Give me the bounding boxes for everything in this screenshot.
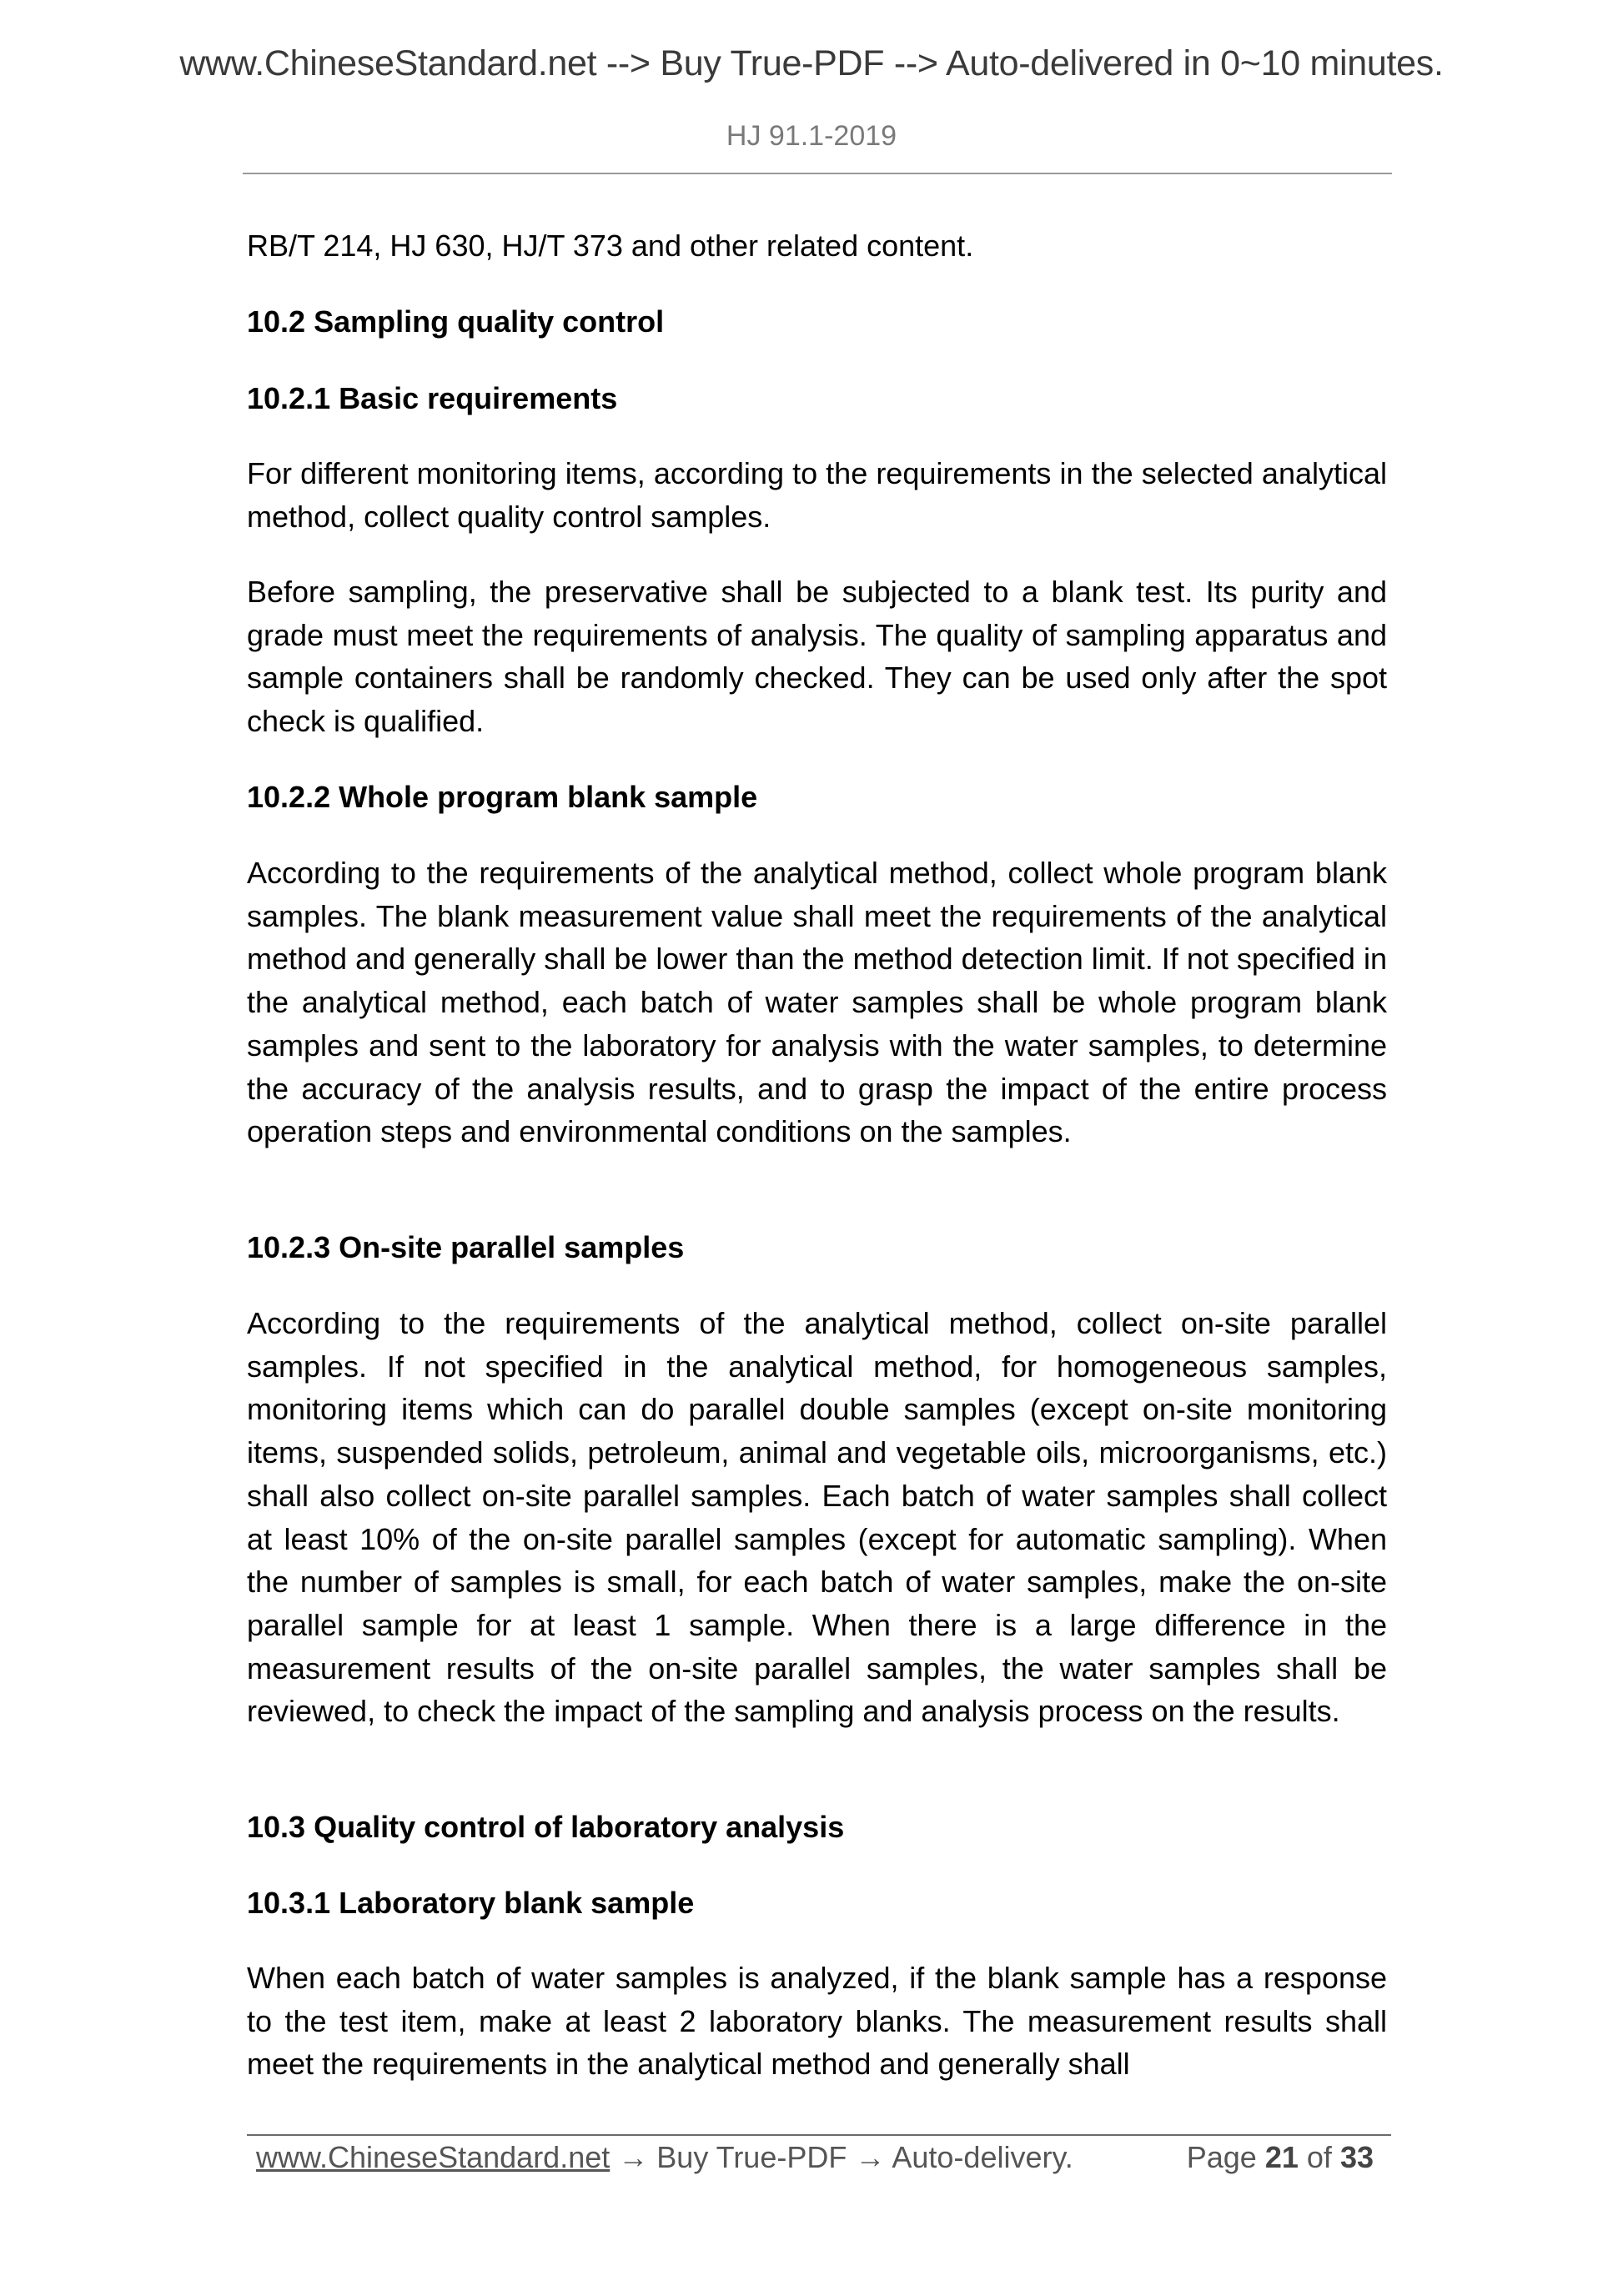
heading-10-2-1: 10.2.1 Basic requirements — [247, 381, 618, 415]
page-total: 33 — [1339, 2140, 1374, 2174]
page-indicator — [1187, 2137, 1374, 2178]
page-of-label: of — [1306, 2140, 1332, 2174]
paragraph-basic-requirements-1: For different monitoring items, according to the requirements in the selected analytical method, collect quality control samples. — [247, 456, 1387, 534]
page-footer — [256, 2137, 1374, 2178]
page-current: 21 — [1264, 2140, 1299, 2174]
paragraph-on-site-parallel: According to the requirements of the analytical method, collect on-site parallel samples. If not specified in the analytical method, for homogeneous samples, monitoring items which can do parallel double samples (except on-site monitoring items, suspended solids, petroleum, animal and vegetable oils, microorganisms, etc.) shall also collect on-site parallel samples. Each batch of water samples shall collect at least 10% of the on-site parallel samples (except for automatic sampling). When the number of samples is small, for each batch of water samples, make the on-site parallel sample for at least 1 sample. When there is a large difference in the measurement results of the on-site parallel samples, the water samples shall be reviewed, to check the impact of the sampling and analysis process on the results. — [247, 1306, 1387, 1729]
footer-buy-text: Buy True-PDF — [656, 2140, 847, 2174]
paragraph-whole-program-blank: According to the requirements of the analytical method, collect whole program blank samples. The blank measurement value shall meet the requirements of the analytical method and generally shall be lower than the method detection limit. If not specified in the analytical method, each batch of water samples shall be whole program blank samples and sent to the laboratory for analysis with the water samples, to determine the accuracy of the analysis results, and to grasp the impact of the entire process operation steps and environmental conditions on the samples. — [247, 856, 1387, 1149]
paragraph-basic-requirements-2: Before sampling, the preservative shall be subjected to a blank test. Its purity and grade must meet the requirements of analysis. The quality of sampling apparatus and sample containers shall be randomly checked. They can be used only after the spot check is qualified. — [247, 575, 1387, 739]
header-banner: www.ChineseStandard.net --> Buy True-PDF --> Auto-delivered in 0~10 minutes. — [179, 43, 1444, 83]
heading-10-2: 10.2 Sampling quality control — [247, 304, 665, 339]
footer-promo — [256, 2137, 1073, 2178]
arrow-right-icon: → — [855, 2140, 886, 2174]
header-divider — [243, 173, 1392, 174]
paragraph-laboratory-blank: When each batch of water samples is analyzed, if the blank sample has a response to the test item, make at least 2 laboratory blanks. The measurement results shall meet the requirements in the analytical method and generally shall — [247, 1961, 1387, 2082]
heading-10-3-1: 10.3.1 Laboratory blank sample — [247, 1886, 695, 1920]
paragraph-continuation: RB/T 214, HJ 630, HJ/T 373 and other related content. — [247, 229, 974, 263]
heading-10-2-2: 10.2.2 Whole program blank sample — [247, 780, 758, 814]
footer-site-link[interactable]: www.ChineseStandard.net — [256, 2140, 611, 2174]
footer-delivery-text: Auto-delivery. — [892, 2140, 1073, 2174]
document-code: HJ 91.1-2019 — [726, 120, 897, 152]
arrow-right-icon: → — [618, 2140, 649, 2174]
page-label: Page — [1186, 2140, 1257, 2174]
heading-10-2-3: 10.2.3 On-site parallel samples — [247, 1230, 685, 1264]
heading-10-3: 10.3 Quality control of laboratory analysis — [247, 1810, 845, 1844]
footer-divider — [247, 2134, 1391, 2136]
